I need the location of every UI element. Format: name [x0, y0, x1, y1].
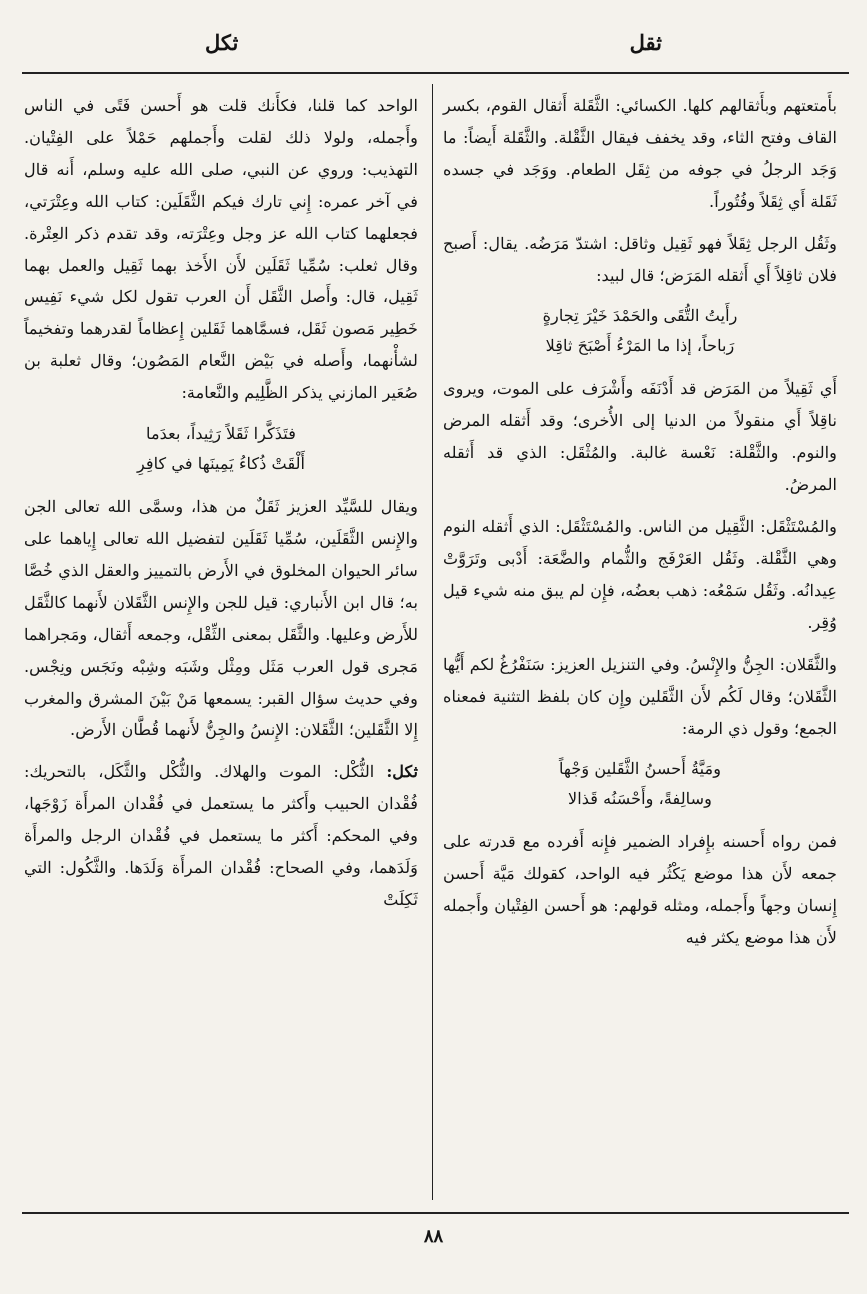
left-column: [24, 90, 418, 926]
paragraph: أَي ثَقِيلاً من المَرَض قد أَدْنَفَه وأَشْرَف على الموت، ويروى ناقِلاً أَي منقولاً من الدنيا إلى الأُخرى؛ وقد أَثقله المرض والنوم. والثَّقْلة: نَعْسة غالبة. والمُثْقَل: الذي قد أَثقله المرضُ.: [443, 379, 837, 495]
right-column: [443, 90, 837, 964]
verse-thalaba: [24, 419, 418, 479]
paragraph: بأَمتعتهم وبأَثقالهم كلها. الكسائي: الثَّقَلة أَثقال القوم، بكسر القاف وفتح الثاء، وقد يخفف فيقال الثَّقْلة. والثَّقَلة أَيضاً: ما وَجَد الرجلُ في جوفه من ثِقَل الطعام. ووَجَد في جسده ثَقَلة أَي ثِقَلاً وفُتُوراً.: [443, 96, 837, 211]
paragraph: ويقال للسَّيِّد العزيز ثَقَلٌ من هذا، وسمَّى الله تعالى الجن والإِنس الثَّقَلَين، سُمِّيا ثَقَلَين لتفضيل الله تعالى إِياهما على سائر الحيوان المخلوق في الأَرض بالتمييز والعقل الذي خُصَّا به؛ قال ابن الأَنباري: قيل للجن والإِنس الثَّقَلان لأَنهما كالثَّقَل للأَرض وعليها. والثَّقَل بمعنى الثِّقْل، وجمعه أَثقال، ومَجراهما مَجرى قول العرب مَثَل ومِثْل وشَبَه وشِبْه ونَجَس ونِجْس. وفي حديث سؤال القبر: يسمعها مَنْ بَيْنَ المشرق والمغرب إِلا الثَّقَلين؛ الثَّقَلان: الإِنسُ والجِنُّ لأَنهما قُطَّان الأَرض.: [24, 497, 418, 740]
paragraph: الواحد كما قلنا، فكأَنك قلت هو أَحسن فَتًى في الناس وأَجمله، ولولا ذلك لقلت وأَجملهم حَمْلاً على الفِتْيان. التهذيب: وروي عن النبي، صلى الله عليه وسلم، أَنه قال في آخر عمره: إِني تارك فيكم الثَّقَلَين: كتاب الله وعِتْرَتي، فجعلهما كتاب الله عز وجل وعِتْرَته، وقد تقدم ذكر العِتْرة. وقال ثعلب: سُمِّيا ثَقَلَين لأَن الأَخذ بهما ثَقِيل والعمل بهما ثَقِيل، قال: وأَصل الثَّقَل أَن العرب تقول لكل شيء نَفِيس خَطِير مَصون ثَقَل، فسمَّاهما ثَقَلين إِعظاماً لقدرهما وتفخيماً لشأْنهما، وأَصله في بَيْض النَّعام المَصُون؛ وقال ثعلبة بن صُعَير المازني يذكر الظَّلِيم والنَّعامة:: [24, 96, 418, 403]
paragraph: والمُسْتَثْقَل: الثَّقِيل من الناس. والمُسْتَثْقَل: الذي أَثقله النوم وهي الثَّقْلة. وثَقُل العَرْفَج والثُّمام والضَّعَة: أَدْبى وتَرَوَّتْ عِيدانُه. وثَقُل سَمْعُه: ذهب بعضُه، فإِن لم يبق منه شيء قيل وُقِر.: [443, 517, 837, 632]
verse-line: رأَيتُ التُّقَى والحَمْدَ خَيْرَ تِجارةٍ: [542, 306, 738, 326]
verse-line: فتَذَكَّرا ثَقَلاً رَثِيداً، بعدَما: [146, 424, 296, 444]
top-rule: [22, 72, 849, 74]
bottom-rule: [22, 1212, 849, 1214]
entry-thakl: [24, 756, 418, 916]
verse-dhu-al-rumma: [443, 754, 837, 814]
entry-text: الثُّكْل: الموت والهلاك. والثُّكْل والثَّكَل، بالتحريك: فُقْدان الحبيب وأَكثر ما يستعمل في فُقْدان المرأَة زَوْجَها، وفي المحكم: أَكثر ما يستعمل في فُقْدان الرجل والمرأَة وَلَدَهما، وفي الصحاح: فُقْدان المرأَة وَلَدَها. والثَّكُول: التي ثَكِلَتْ: [24, 762, 418, 909]
verse-labid: [443, 301, 837, 361]
left-column-header: ثكل: [205, 30, 239, 55]
page-number: ٨٨: [423, 1226, 444, 1247]
verse-line: أَلْقَتْ ذُكاءُ يَمِينَها في كافِرِ: [136, 454, 306, 474]
verse-line: ومَيَّةُ أَحسنُ الثَّقَلين وَجْهاً: [558, 759, 722, 779]
verse-line: رَباحاً، إذا ما المَرْءُ أَصْبَحَ ثاقِلا: [545, 336, 735, 356]
paragraph: والثَّقَلان: الجِنُّ والإِنْسُ. وفي التنزيل العزيز: سَنَفْرُغُ لكم أَيُّها الثَّقَلان؛ وقال لَكُم لأَن الثَّقَلين وإِن كان بلفظ التثنية فمعناه الجمع؛ وقول ذي الرمة:: [443, 654, 837, 738]
entry-headword: ثكل:: [386, 762, 418, 782]
verse-line: وسالِفةً، وأَحْسَنُه قَذالا: [568, 789, 712, 809]
column-divider: [432, 84, 433, 1200]
paragraph: فمن رواه أَحسنه بإِفراد الضمير فإِنه أَفرده مع قدرته على جمعه لأَن هذا موضع يَكْثُر فيه الواحد، كقولك مَيَّة أَحسن إِنسان وجهاً وأَجمله، ومثله قولهم: هو أَحسن الفِتْيان وأَجمله لأَن هذا موضع يكثر فيه: [443, 832, 837, 948]
right-column-header: ثقل: [629, 30, 662, 55]
paragraph: وثَقُل الرجل ثِقَلاً فهو ثَقِيل وثاقل: اشتدّ مَرَضُه. يقال: أَصبح فلان ثاقِلاً أَي أَثقله المَرَض؛ قال لبيد:: [443, 233, 837, 285]
